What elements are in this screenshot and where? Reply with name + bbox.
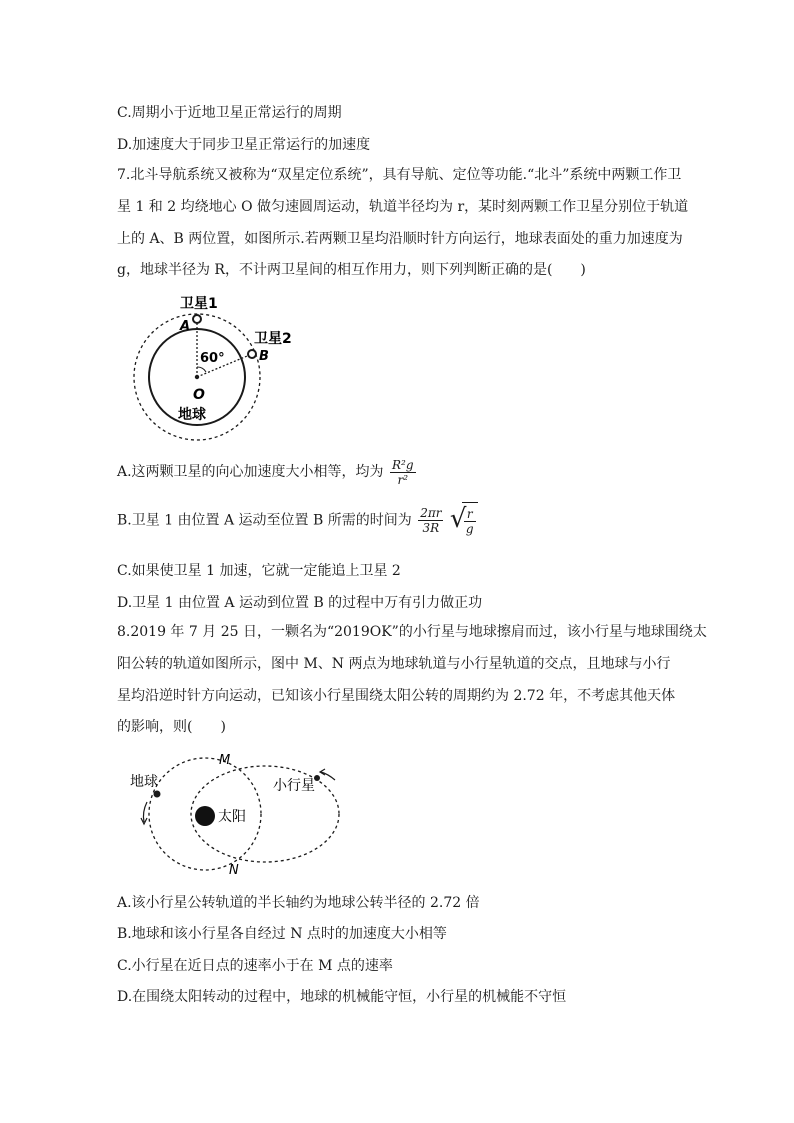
center-point	[195, 375, 199, 379]
q7-stem-line-4: g，地球半径为 R，不计两卫星间的相互作用力，则下列判断正确的是( )	[117, 262, 586, 278]
fraction-denominator: g	[465, 521, 474, 536]
q8-figure	[125, 750, 355, 880]
sat2-label: 卫星2	[254, 331, 292, 347]
earth-label: 地球	[178, 407, 206, 423]
earth-marker	[154, 791, 161, 798]
q7-stem-line-2: 星 1 和 2 均绕地心 O 做匀速圆周运动，轨道半径均为 r，某时刻两颗工作卫星分别位于轨道	[117, 199, 689, 215]
q7-option-a-fraction	[390, 458, 416, 487]
q7-option-a	[117, 457, 418, 487]
q7-stem-line-1: 7.北斗导航系统又被称为“双星定位系统”，具有导航、定位等功能.“北斗”系统中两颗工作卫	[117, 167, 682, 183]
q7-stem-line-3: 上的 A、B 两位置，如图所示.若两颗卫星均沿顺时针方向运行，地球表面处的重力加速度为	[117, 231, 683, 247]
q7-option-b-sqrt	[450, 502, 478, 539]
angle-label: 60°	[200, 351, 225, 366]
q8-stem-line-1: 8.2019 年 7 月 25 日，一颗名为“2019OK”的小行星与地球擦肩而过，该小行星与地球围绕太	[117, 624, 707, 640]
q6-option-d: D.加速度大于同步卫星正常运行的加速度	[117, 137, 371, 153]
q8-stem-line-4: 的影响，则( )	[117, 719, 226, 735]
sun-marker	[195, 806, 215, 826]
asteroid-label: 小行星	[273, 778, 315, 794]
fraction-numerator: 2πr	[420, 506, 442, 520]
q8-option-c: C.小行星在近日点的速率小于在 M 点的速率	[117, 958, 393, 974]
point-b-label: B	[259, 349, 269, 364]
angle-arc	[197, 367, 206, 372]
satellite-1-marker	[193, 315, 201, 323]
fraction-numerator: R²g	[392, 457, 414, 472]
fraction-denominator: 3R	[422, 521, 440, 535]
q7-option-b-fraction	[418, 506, 443, 535]
sat1-label: 卫星1	[180, 296, 218, 312]
q8-option-a: A.该小行星公转轨道的半长轴约为地球公转半径的 2.72 倍	[117, 895, 480, 911]
q7-option-b	[117, 502, 478, 539]
q8-stem-line-3: 星均沿逆时针方向运动，已知该小行星围绕太阳公转的周期约为 2.72 年，不考虑其他天体	[117, 688, 676, 704]
q7-option-b-text: B.卫星 1 由位置 A 运动至位置 B 所需的时间为	[117, 512, 412, 529]
sqrt-sign: √	[449, 504, 467, 534]
q8-option-b: B.地球和该小行星各自经过 N 点时的加速度大小相等	[117, 926, 447, 942]
q7-option-d: D.卫星 1 由位置 A 运动到位置 B 的过程中万有引力做正功	[117, 595, 483, 611]
q7-figure	[130, 292, 320, 442]
point-a-label: A	[180, 319, 191, 334]
fraction-numerator: r	[464, 507, 476, 522]
fraction-denominator: r²	[397, 472, 409, 487]
q7-option-a-text: A.这两颗卫星的向心加速度大小相等，均为	[117, 464, 384, 480]
q8-option-d: D.在围绕太阳转动的过程中，地球的机械能守恒，小行星的机械能不守恒	[117, 989, 567, 1005]
q6-option-c: C.周期小于近地卫星正常运行的周期	[117, 105, 342, 121]
earth-label: 地球	[130, 774, 158, 790]
sun-label: 太阳	[218, 809, 246, 825]
n-label: N	[229, 863, 239, 878]
q8-stem-line-2: 阳公转的轨道如图所示，图中 M、N 两点为地球轨道与小行星轨道的交点，且地球与小行	[117, 656, 671, 672]
center-label: O	[193, 387, 205, 403]
m-label: M	[219, 753, 231, 768]
q7-option-c: C.如果使卫星 1 加速，它就一定能追上卫星 2	[117, 563, 401, 579]
satellite-2-marker	[248, 350, 256, 358]
